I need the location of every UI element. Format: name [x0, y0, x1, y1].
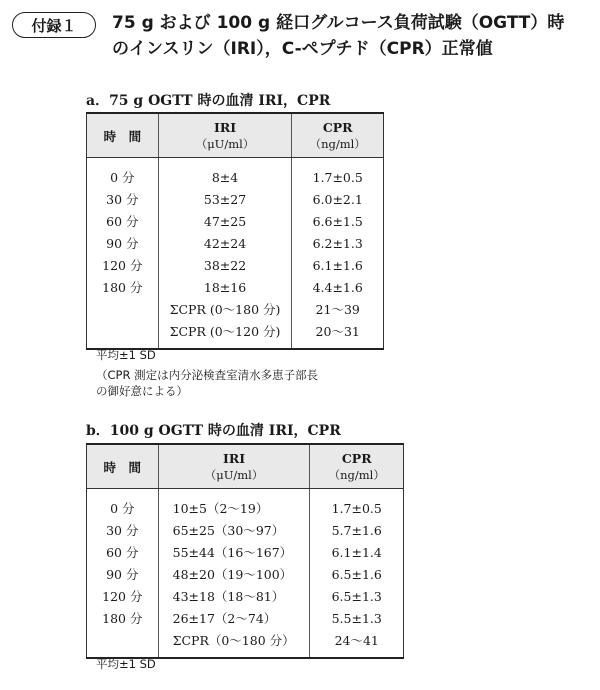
table-row: 0 分 10±5（2〜19） 1.7±0.5	[87, 489, 404, 520]
section-b-title: b．100 g OGTT 時の血清 IRI，CPR	[86, 423, 341, 439]
table-75g-ogtt	[86, 112, 384, 350]
col-header-time: 時 間	[87, 444, 159, 489]
appendix-title	[112, 10, 592, 62]
section-a-title: a．75 g OGTT 時の血清 IRI，CPR	[86, 93, 331, 109]
section-b-note-sd: 平均±1 SD	[96, 657, 156, 671]
table-row: 0 分 8±4 1.7±0.5	[87, 158, 384, 189]
table-row: 30 分 65±25（30〜97） 5.7±1.6	[87, 519, 404, 541]
sum-row: ΣCPR（0〜180 分） 24〜41	[87, 629, 404, 658]
section-a-note-credit-2: の御好意による）	[96, 384, 188, 398]
col-header-time: 時 間	[87, 113, 159, 158]
section-a-note-credit-1: （CPR 測定は内分泌検査室清水多恵子部長	[96, 368, 319, 382]
table-row: 30 分 53±27 6.0±2.1	[87, 188, 384, 210]
table-header-row	[87, 113, 384, 158]
sum-row: ΣCPR (0〜120 分) 20〜31	[87, 320, 384, 349]
table-100g-ogtt	[86, 443, 404, 659]
title-line-1: 75 g および 100 g 経口グルコース負荷試験（OGTT）時	[112, 13, 565, 33]
table-header-row	[87, 444, 404, 489]
table-row: 180 分 18±16 4.4±1.6	[87, 276, 384, 298]
section-a-note-sd: 平均±1 SD	[96, 348, 156, 362]
table-row: 180 分 26±17（2〜74） 5.5±1.3	[87, 607, 404, 629]
col-header-iri: IRI （μU/ml）	[158, 444, 310, 489]
table-row: 120 分 38±22 6.1±1.6	[87, 254, 384, 276]
table-row: 60 分 47±25 6.6±1.5	[87, 210, 384, 232]
title-line-2: のインスリン（IRI），C-ペプチド（CPR）正常値	[112, 39, 493, 59]
table-row: 90 分 48±20（19〜100） 6.5±1.6	[87, 563, 404, 585]
table-row: 60 分 55±44（16〜167） 6.1±1.4	[87, 541, 404, 563]
sum-row: ΣCPR (0〜180 分) 21〜39	[87, 298, 384, 320]
table-row: 120 分 43±18（18〜81） 6.5±1.3	[87, 585, 404, 607]
col-header-cpr: CPR （ng/ml）	[310, 444, 404, 489]
table-row: 90 分 42±24 6.2±1.3	[87, 232, 384, 254]
col-header-cpr: CPR （ng/ml）	[292, 113, 384, 158]
col-header-iri: IRI （μU/ml）	[158, 113, 292, 158]
appendix-badge: 付録１	[12, 12, 96, 38]
